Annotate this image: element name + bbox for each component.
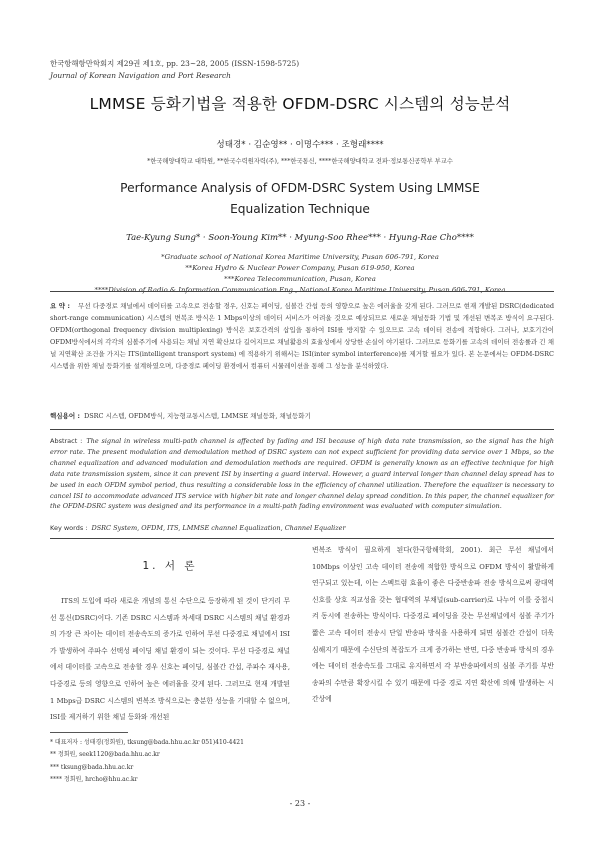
keywords-english: [50, 524, 554, 532]
keywords-korean-label: 핵심용어 :: [50, 412, 80, 420]
abstract-english: [50, 436, 554, 512]
footnote-1: * 대표저자 : 성태경(정회원), tksung@bada.hhu.ac.kr 051)410-4421: [50, 739, 244, 746]
divider-bottom: [50, 538, 554, 539]
journal-name-en: Journal of Korean Navigation and Port Research: [50, 71, 231, 80]
abstract-korean-text: 무선 다중경로 채널에서 데이터를 고속으로 전송할 경우, 신호는 페이딩, 심볼간 간섭 등의 영향으로 높은 에러율을 갖게 된다. 그러므로 현재 개발된 DSRC(dedicated short-range communication) 시스템의 변복조 방식은 1 Mbps이상의 데이터 서비스가 어려울 것으로 예상되므로 새로운 채널등화 기법 및 개선된 변복조 방식이 요구된다. OFDM(orthogonal frequency division multiplexing) 방식은 보호간격의 삽입을 통하여 ISI를 방지할 수 있으므로 고속 데이터 전송에 적합하다. 그러나, 보호기간이 OFDM방식에서의 각각의 심볼주기에 사용되는 채널 지연 확산보다 길어지므로 채널활용의 효율성에서 상당한 손실이 야기된다. 그러므로 등화기를 고속의 데이터 전송률과 긴 채널 지연확산 조건을 가지는 ITS(intelligent transport system) 에 적용하기 위해서는 ISI(inter symbol interference)를 제거할 필요가 있다. 본 논문에서는 OFDM-DSRC 시스템을 위한 채널 등화기를 설계하였으며, 다중경로 페이딩 환경에서 컴퓨터 시뮬레이션을 통해 그 성능을 분석하였다.: [50, 302, 555, 370]
authors-english: Tae-Kyung Sung* · Soon-Young Kim** · Myung-Soo Rhee*** · Hyung-Rae Cho****: [126, 233, 474, 243]
title-english: [0, 178, 600, 220]
journal-header: [50, 58, 299, 82]
journal-citation: 한국항해항만학회지 제29권 제1호, pp. 23~28, 2005 (ISSN-1598-5725): [50, 59, 300, 68]
title-english-line1: Performance Analysis of OFDM-DSRC System Using LMMSE: [120, 181, 480, 195]
divider-top: [50, 291, 554, 292]
keywords-korean: [50, 411, 554, 420]
affiliation-3: ***Korea Telecommunication, Pusan, Korea: [224, 275, 376, 283]
footnote-rule: [50, 732, 128, 733]
keywords-korean-text: DSRC 시스템, OFDM방식, 지능형교통시스템, LMMSE 채널등화, 채널등화기: [83, 412, 311, 420]
body-column-left: ITS의 도입에 따라 새로운 개념의 통신 수단으로 등장하게 된 것이 단거리 무선 통신(DSRC)이다. 기존 DSRC 시스템과 차세대 DSRC 시스템의 채널 환경과의 가장 큰 차이는 데이터 전송속도의 증가로 인하여 무선 다중경로 채널에서 ISI가 발생하여 주파수 선택성 페이딩 채널 환경이 되는 것이다. 무선 다중경로 채널에서 데이터를 고속으로 전송할 경우 신호는 페이딩, 심볼간 간섭, 주파수 재사용, 다중경로 등의 영향으로 인하여 높은 에러율을 갖게 된다. 그러므로 현재 개발된 1 Mbps급 DSRC 시스템의 변복조 방식으로는 충분한 성능을 기대할 수 없으며, ISI를 제거하기 위한 채널 등화와 개선된: [50, 597, 290, 722]
abstract-english-text: The signal in wireless multi-path channel is affected by fading and ISI because of high data rate transmission, so the signal has the high error rate. The present modulation and demodulation method of DSRC system can not expect sufficient for providing data service over 1 Mbps, so the channel equalization and advanced modulation and demodulation methods are required. OFDM is generally known as an effective technique for high data rate transmission system, since it can prevent ISI by inserting a guard interval. However, a guard interval longer than channel delay spread has to be used in each OFDM symbol period, thus resulting a considerable loss in the efficiency of channel utilization. Therefore the equalizer is necessary to cancel ISI to accommodate advanced ITS service with higher bit rate and longer channel delay spread condition. In this paper, the channel equalizer for the OFDM-DSRC system was designed and its performance in a multi-path fading environment was evaluated with computer simulation.: [50, 437, 554, 511]
affiliations-english: [0, 252, 600, 296]
affiliation-2: **Korea Hydro & Nuclear Power Company, Pusan 619-950, Korea: [185, 264, 415, 272]
affiliation-1: *Graduate school of National Korea Maritime University, Pusan 606-791, Korea: [161, 253, 439, 261]
body-column-right: 변복조 방식이 필요하게 된다(한국항해학회, 2001). 최근 무선 채널에서 10Mbps 이상인 고속 데이터 전송에 적합한 방식으로 OFDM 방식이 활발하게 연구되고 있는데, 이는 스펙트럼 효율이 좋은 다중반송파 전송 방식으로써 광대역 신호를 상호 직교성을 갖는 협대역의 부채널(sub-carrier)로 나누어 이를 중첩시켜 동시에 전송하는 방식이다. 다중경로 페이딩을 갖는 무선채널에서 심볼 주기가 짧은 고속 데이터 전송시 단일 반송파 방식을 사용하게 되면 심볼간 간섭이 더욱 심해지기 때문에 수신단의 복잡도가 크게 증가하는 반면, 다중 반송파 방식의 경우에는 데이터 전송속도를 그대로 유지하면서 각 부반송파에서의 심볼 주기를 부반송파의 수만큼 확장시킬 수 있기 때문에 다중 경로 지연 확산에 의해 발생하는 시간상에: [312, 546, 554, 704]
affiliations-korean: *한국해양대학교 대학원, **한국수력원자력(주), ***한국통신, ****한국해양대학교 전파·정보통신공학부 부교수: [147, 158, 453, 165]
footnote-2: ** 정회원, seek1120@bada.hhu.ac.kr: [50, 751, 160, 759]
abstract-korean-label: 요 약 :: [50, 302, 71, 310]
affiliation-4: ****Division of Radio & Information Communication Eng., National Korea Maritime University, Pusan 606-791, Korea: [94, 286, 506, 294]
footnotes: [50, 737, 244, 787]
title-korean: LMMSE 등화기법을 적용한 OFDM-DSRC 시스템의 성능분석: [89, 95, 511, 113]
keywords-english-text: DSRC System, OFDM, ITS, LMMSE channel Equalization, Channel Equalizer: [91, 524, 346, 532]
abstract-english-label: Abstract :: [50, 437, 83, 445]
title-english-line2: Equalization Technique: [230, 202, 370, 216]
footnote-3: *** tksung@bada.hhu.ac.kr: [50, 763, 134, 771]
divider-middle: [50, 429, 554, 430]
page-number: - 23 -: [289, 799, 311, 808]
footnote-4: **** 정회원, hrcho@hhu.ac.kr: [50, 776, 138, 784]
abstract-korean: [50, 300, 554, 372]
section-heading-introduction: 1. 서 론: [142, 560, 198, 572]
authors-korean: 성태경* · 김순영** · 이명수*** · 조형래****: [216, 140, 384, 150]
keywords-english-label: Key words :: [50, 524, 88, 532]
